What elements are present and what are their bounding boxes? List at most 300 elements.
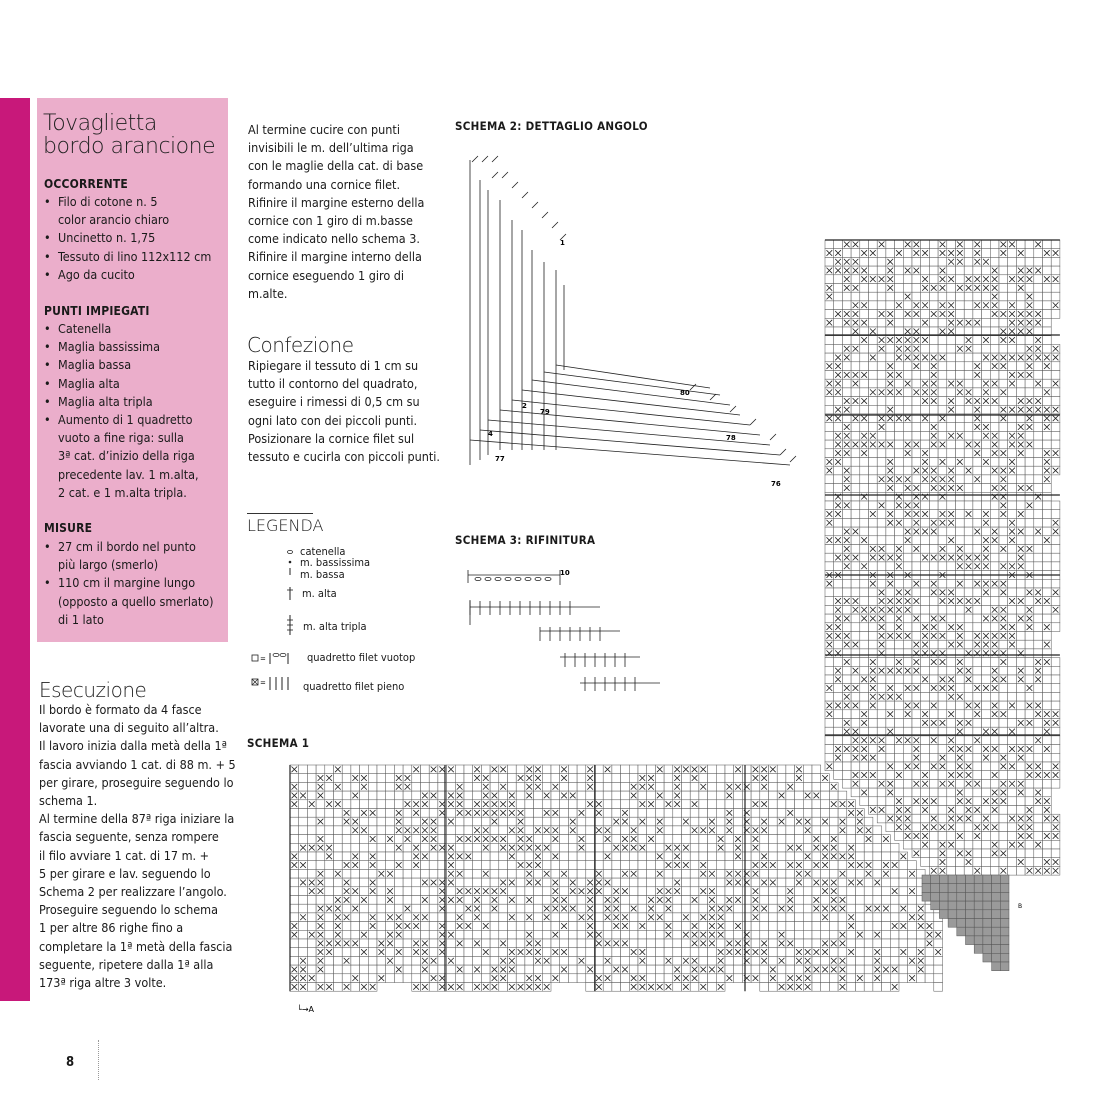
grid-cell xyxy=(586,826,595,835)
grid-cell xyxy=(1043,692,1052,701)
grid-cell xyxy=(751,817,760,826)
termine-line: cornice con 1 giro di m.basse xyxy=(248,213,413,229)
grid-cell xyxy=(664,835,673,844)
grid-cell xyxy=(821,922,830,931)
grid-cell xyxy=(621,861,630,870)
grid-cell xyxy=(447,774,456,783)
grid-cell xyxy=(834,475,843,484)
grid-cell xyxy=(1025,840,1034,849)
grid-cell xyxy=(299,782,308,791)
schema2-title: SCHEMA 2: DETTAGLIO ANGOLO xyxy=(455,119,648,133)
grid-cell xyxy=(973,431,982,440)
grid-cell xyxy=(886,292,895,301)
grid-cell xyxy=(838,887,847,896)
grid-cell xyxy=(938,257,947,266)
grid-cell xyxy=(699,843,708,852)
grid-cell xyxy=(834,684,843,693)
grid-cell xyxy=(342,948,351,957)
grid-cell xyxy=(1051,362,1060,371)
grid-cell xyxy=(886,719,895,728)
grid-cell xyxy=(938,745,947,754)
grid-cell xyxy=(895,762,904,771)
grid-cell xyxy=(882,930,891,939)
grid-cell xyxy=(525,817,534,826)
grid-cell xyxy=(682,835,691,844)
grid-cell xyxy=(612,835,621,844)
grid-cell xyxy=(760,791,769,800)
grid-cell xyxy=(1034,301,1043,310)
grid-cell xyxy=(1025,475,1034,484)
grid-cell xyxy=(1034,249,1043,258)
grid-cell xyxy=(595,922,604,931)
punti-item xyxy=(44,320,199,338)
grid-cell xyxy=(394,800,403,809)
grid-cell xyxy=(1034,832,1043,841)
grid-cell xyxy=(412,904,421,913)
grid-cell xyxy=(368,843,377,852)
grid-cell xyxy=(825,336,834,345)
grid-cell xyxy=(912,397,921,406)
grid-cell xyxy=(299,922,308,931)
grid-cell xyxy=(725,835,734,844)
grid-cell xyxy=(351,843,360,852)
grid-cell xyxy=(777,826,786,835)
grid-cell xyxy=(473,852,482,861)
grid-cell xyxy=(734,930,743,939)
grid-cell xyxy=(973,762,982,771)
grid-cell xyxy=(877,797,886,806)
grid-cell xyxy=(877,562,886,571)
grid-cell xyxy=(716,861,725,870)
grid-cell xyxy=(812,930,821,939)
grid-cell xyxy=(825,310,834,319)
grid-cell xyxy=(290,869,299,878)
grid-cell xyxy=(508,922,517,931)
grid-cell xyxy=(956,527,965,536)
grid-cell xyxy=(612,765,621,774)
grid-cell xyxy=(982,327,991,336)
grid-cell xyxy=(412,782,421,791)
grid-cell xyxy=(921,423,930,432)
grid-cell xyxy=(560,800,569,809)
grid-cell xyxy=(1008,388,1017,397)
grid-cell xyxy=(825,275,834,284)
grid-cell xyxy=(508,835,517,844)
legend-heading: LEGENDA xyxy=(247,516,324,535)
grid-cell xyxy=(699,904,708,913)
grid-cell xyxy=(929,249,938,258)
grid-cell xyxy=(860,588,869,597)
grid-cell xyxy=(560,930,569,939)
grid-cell xyxy=(921,484,930,493)
grid-cell xyxy=(821,800,830,809)
grid-cell xyxy=(334,774,343,783)
grid-cell xyxy=(964,449,973,458)
grid-cell xyxy=(1051,753,1060,762)
grid-cell xyxy=(869,745,878,754)
schema3-title: SCHEMA 3: RIFINITURA xyxy=(455,533,596,547)
grid-cell xyxy=(473,878,482,887)
grid-cell xyxy=(964,501,973,510)
grid-cell xyxy=(690,852,699,861)
grid-cell xyxy=(956,353,965,362)
grid-cell xyxy=(1016,692,1025,701)
grid-cell xyxy=(473,817,482,826)
grid-cell xyxy=(921,292,930,301)
grid-cell xyxy=(360,887,369,896)
grid-cell xyxy=(325,826,334,835)
grid-cell xyxy=(964,736,973,745)
occorrente-item xyxy=(44,266,211,284)
grid-cell xyxy=(860,284,869,293)
grid-cell xyxy=(825,301,834,310)
grid-cell xyxy=(786,852,795,861)
grid-cell xyxy=(821,809,830,818)
grid-cell xyxy=(455,904,464,913)
grid-cell xyxy=(812,852,821,861)
grid-cell xyxy=(1034,545,1043,554)
termine-line: Al termine cucire con punti xyxy=(248,122,400,137)
grid-cell xyxy=(1043,675,1052,684)
grid-cell xyxy=(956,701,965,710)
grid-cell xyxy=(856,948,865,957)
grid-cell xyxy=(1043,579,1052,588)
grid-cell xyxy=(360,913,369,922)
grid-cell xyxy=(834,240,843,249)
grid-cell xyxy=(325,765,334,774)
grid-cell xyxy=(973,797,982,806)
grid-cell xyxy=(290,948,299,957)
grid-cell xyxy=(455,826,464,835)
grid-cell xyxy=(769,774,778,783)
grid-cell xyxy=(595,782,604,791)
grid-cell xyxy=(869,492,878,501)
grid-cell xyxy=(481,817,490,826)
grid-cell xyxy=(964,458,973,467)
grid-cell xyxy=(612,861,621,870)
grid-cell xyxy=(803,887,812,896)
grid-cell xyxy=(1043,501,1052,510)
grid-cell xyxy=(929,605,938,614)
grid-cell xyxy=(973,344,982,353)
grid-cell xyxy=(990,588,999,597)
grid-cell xyxy=(851,353,860,362)
grid-cell xyxy=(682,782,691,791)
grid-cell xyxy=(568,809,577,818)
grid-cell xyxy=(490,843,499,852)
grid-cell xyxy=(842,675,851,684)
grid-cell xyxy=(786,835,795,844)
grid-cell xyxy=(1034,475,1043,484)
grid-cell xyxy=(1025,649,1034,658)
grid-cell xyxy=(829,922,838,931)
grid-cell xyxy=(682,922,691,931)
grid-cell xyxy=(834,284,843,293)
grid-cell xyxy=(877,292,886,301)
grid-cell xyxy=(447,809,456,818)
grid-cell xyxy=(860,545,869,554)
grid-cell xyxy=(869,518,878,527)
grid-cell xyxy=(982,666,991,675)
grid-cell xyxy=(342,904,351,913)
grid-cell xyxy=(595,904,604,913)
grid-cell xyxy=(551,861,560,870)
grid-cell xyxy=(903,719,912,728)
grid-cell xyxy=(982,344,991,353)
grid-cell xyxy=(929,545,938,554)
grid-cell xyxy=(829,948,838,957)
grid-cell xyxy=(929,292,938,301)
grid-cell xyxy=(690,904,699,913)
grid-cell xyxy=(851,632,860,641)
grid-cell xyxy=(769,869,778,878)
grid-cell xyxy=(351,913,360,922)
grid-cell xyxy=(829,869,838,878)
grid-cell xyxy=(716,791,725,800)
grid-cell xyxy=(825,553,834,562)
grid-cell xyxy=(838,835,847,844)
grid-cell xyxy=(938,788,947,797)
grid-cell xyxy=(825,666,834,675)
grid-cell xyxy=(334,956,343,965)
grid-cell xyxy=(386,782,395,791)
grid-cell xyxy=(429,904,438,913)
grid-cell xyxy=(595,835,604,844)
grid-cell xyxy=(638,765,647,774)
grid-cell xyxy=(664,774,673,783)
grid-cell xyxy=(351,956,360,965)
grid-cell xyxy=(769,809,778,818)
grid-cell xyxy=(560,913,569,922)
grid-cell xyxy=(834,484,843,493)
grid-cell xyxy=(999,823,1008,832)
grid-cell xyxy=(895,449,904,458)
misure-heading: MISURE xyxy=(44,521,93,535)
grid-cell xyxy=(673,817,682,826)
grid-cell xyxy=(360,843,369,852)
grid-cell xyxy=(912,588,921,597)
grid-cell xyxy=(638,809,647,818)
grid-cell xyxy=(377,922,386,931)
grid-cell xyxy=(834,527,843,536)
grid-cell xyxy=(699,817,708,826)
grid-cell xyxy=(795,887,804,896)
grid-cell xyxy=(1016,240,1025,249)
legend-catenella: catenella xyxy=(300,545,346,558)
grid-cell xyxy=(647,861,656,870)
grid-cell xyxy=(299,904,308,913)
grid-cell xyxy=(386,852,395,861)
grid-cell xyxy=(851,484,860,493)
grid-cell xyxy=(856,835,865,844)
grid-cell xyxy=(842,762,851,771)
confezione-line: Ripiegare il tessuto di 1 cm su xyxy=(248,358,419,373)
punti-item xyxy=(44,338,199,356)
grid-cell xyxy=(586,869,595,878)
grid-cell xyxy=(834,336,843,345)
grid-cell xyxy=(360,765,369,774)
grid-cell xyxy=(368,774,377,783)
grid-cell xyxy=(1034,501,1043,510)
termine-line: m.alte. xyxy=(248,285,288,301)
grid-cell xyxy=(938,605,947,614)
grid-cell xyxy=(734,904,743,913)
grid-cell xyxy=(1016,701,1025,710)
grid-cell xyxy=(447,948,456,957)
grid-cell xyxy=(860,240,869,249)
grid-cell xyxy=(386,861,395,870)
grid-cell xyxy=(990,762,999,771)
grid-cell xyxy=(886,701,895,710)
grid-cell xyxy=(307,809,316,818)
grid-cell xyxy=(956,371,965,380)
grid-cell xyxy=(699,800,708,809)
grid-cell xyxy=(834,344,843,353)
grid-cell xyxy=(929,779,938,788)
grid-cell xyxy=(921,588,930,597)
grid-cell xyxy=(777,896,786,905)
grid-cell xyxy=(377,809,386,818)
grid-cell xyxy=(851,518,860,527)
grid-cell xyxy=(508,774,517,783)
grid-cell xyxy=(860,405,869,414)
grid-cell xyxy=(412,835,421,844)
grid-cell xyxy=(860,684,869,693)
punti-item-line: 2 cat. e 1 m.alta tripla. xyxy=(58,484,187,500)
grid-cell xyxy=(1025,753,1034,762)
grid-cell xyxy=(929,266,938,275)
grid-cell xyxy=(299,809,308,818)
grid-cell xyxy=(629,861,638,870)
occorrente-item xyxy=(44,193,211,229)
grid-cell xyxy=(429,939,438,948)
grid-cell xyxy=(912,814,921,823)
grid-cell xyxy=(1043,379,1052,388)
grid-cell xyxy=(464,930,473,939)
grid-cell xyxy=(903,518,912,527)
esecuzione-line: 5 per girare e lav. seguendo lo xyxy=(39,865,211,881)
grid-cell xyxy=(795,791,804,800)
grid-cell xyxy=(964,527,973,536)
grid-cell xyxy=(921,614,930,623)
grid-cell xyxy=(429,869,438,878)
grid-cell xyxy=(1025,640,1034,649)
grid-cell xyxy=(947,458,956,467)
grid-cell xyxy=(647,826,656,835)
grid-cell xyxy=(903,284,912,293)
grid-cell xyxy=(956,518,965,527)
grid-cell xyxy=(664,939,673,948)
grid-cell xyxy=(895,431,904,440)
grid-cell xyxy=(982,240,991,249)
grid-cell xyxy=(621,774,630,783)
grid-cell xyxy=(690,809,699,818)
grid-cell xyxy=(725,852,734,861)
grid-cell xyxy=(1034,562,1043,571)
grid-cell xyxy=(999,266,1008,275)
grid-cell xyxy=(964,788,973,797)
grid-cell xyxy=(825,736,834,745)
grid-cell xyxy=(429,861,438,870)
grid-cell xyxy=(542,765,551,774)
grid-cell xyxy=(421,904,430,913)
grid-cell xyxy=(386,809,395,818)
grid-cell xyxy=(895,327,904,336)
grid-cell xyxy=(508,869,517,878)
grid-cell xyxy=(842,666,851,675)
grid-cell xyxy=(838,878,847,887)
grid-cell xyxy=(473,948,482,957)
grid-cell xyxy=(708,782,717,791)
grid-cell xyxy=(403,930,412,939)
grid-cell xyxy=(560,939,569,948)
grid-cell xyxy=(542,835,551,844)
grid-cell xyxy=(290,956,299,965)
punti-item xyxy=(44,411,199,502)
grid-cell xyxy=(929,753,938,762)
grid-cell xyxy=(825,501,834,510)
grid-cell xyxy=(368,896,377,905)
grid-cell xyxy=(516,852,525,861)
grid-cell xyxy=(921,701,930,710)
grid-cell xyxy=(325,922,334,931)
grid-cell xyxy=(929,501,938,510)
grid-cell xyxy=(708,878,717,887)
grid-cell xyxy=(999,736,1008,745)
grid-cell xyxy=(860,692,869,701)
grid-cell xyxy=(812,939,821,948)
grid-cell xyxy=(716,852,725,861)
grid-cell xyxy=(560,843,569,852)
grid-cell xyxy=(325,887,334,896)
grid-cell xyxy=(551,774,560,783)
grid-cell xyxy=(490,782,499,791)
grid-cell xyxy=(777,782,786,791)
grid-cell xyxy=(708,843,717,852)
grid-cell xyxy=(1051,266,1060,275)
grid-cell xyxy=(1016,292,1025,301)
grid-cell xyxy=(429,930,438,939)
grid-cell xyxy=(1016,588,1025,597)
grid-cell xyxy=(982,249,991,258)
grid-cell xyxy=(1025,553,1034,562)
grid-cell xyxy=(947,344,956,353)
grid-cell xyxy=(912,553,921,562)
grid-cell xyxy=(1008,484,1017,493)
misure-list xyxy=(44,538,214,629)
esecuzione-line: seguente, ripetere dalla 1ª alla xyxy=(39,956,214,972)
grid-cell xyxy=(481,861,490,870)
grid-cell xyxy=(825,658,834,667)
grid-cell xyxy=(1008,658,1017,667)
grid-cell xyxy=(342,922,351,931)
grid-cell xyxy=(595,913,604,922)
grid-cell xyxy=(429,782,438,791)
grid-cell xyxy=(869,501,878,510)
grid-cell xyxy=(534,835,543,844)
grid-cell xyxy=(577,948,586,957)
grid-cell xyxy=(516,887,525,896)
grid-cell xyxy=(760,896,769,905)
grid-cell xyxy=(612,809,621,818)
grid-cell xyxy=(921,658,930,667)
grid-cell xyxy=(682,869,691,878)
grid-cell xyxy=(825,675,834,684)
grid-cell xyxy=(1043,762,1052,771)
grid-cell xyxy=(664,948,673,957)
grid-cell xyxy=(394,765,403,774)
grid-cell xyxy=(290,896,299,905)
